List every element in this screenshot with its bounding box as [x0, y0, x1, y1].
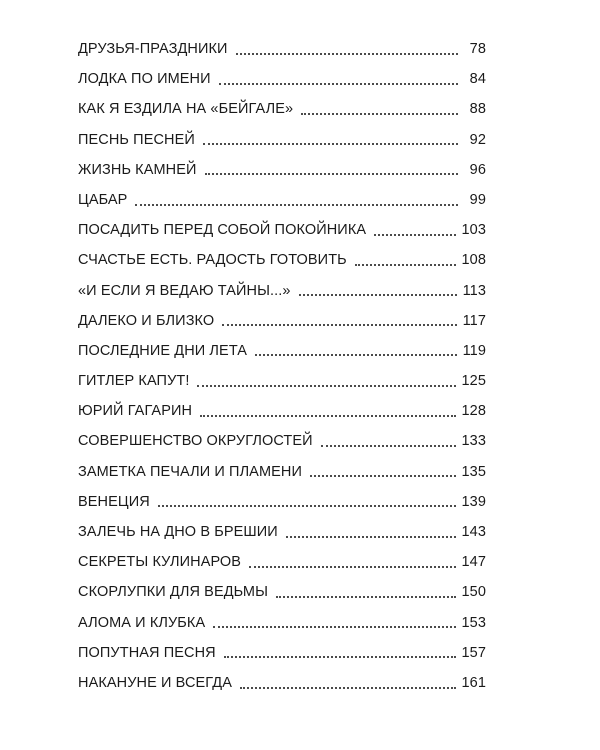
toc-entry — [78, 336, 486, 366]
dot-leader — [276, 595, 455, 598]
toc-entry-title: ГИТЛЕР КАПУТ! — [78, 373, 190, 390]
dot-leader — [355, 263, 456, 266]
toc-entry-page: 108 — [461, 252, 486, 269]
toc-entry — [78, 94, 486, 124]
toc-entry-page: 147 — [461, 554, 486, 571]
toc-entry-page: 157 — [461, 644, 486, 661]
toc-entry-title: ЛОДКА ПО ИМЕНИ — [78, 71, 211, 88]
toc-entry — [78, 668, 486, 698]
toc-entry — [78, 638, 486, 668]
toc-entry-title: АЛОМА И КЛУБКА — [78, 614, 206, 631]
toc-entry-page: 143 — [461, 524, 486, 540]
toc-entry-page: 78 — [469, 41, 486, 57]
dot-leader — [205, 172, 458, 175]
dot-leader — [310, 474, 456, 477]
toc-entry — [78, 155, 486, 185]
dot-leader — [299, 293, 457, 296]
toc-entry-title: ДАЛЕКО И БЛИЗКО — [78, 312, 215, 329]
toc-entry-page: 88 — [469, 101, 486, 118]
table-of-contents — [78, 34, 486, 698]
dot-leader — [255, 353, 457, 356]
toc-entry-page: 113 — [462, 282, 486, 299]
toc-entry-title: СКОРЛУПКИ ДЛЯ ВЕДЬМЫ — [78, 584, 269, 601]
toc-entry — [78, 276, 486, 306]
toc-entry-page: 150 — [461, 584, 486, 601]
dot-leader — [249, 565, 455, 568]
toc-entry-title: ДРУЗЬЯ-ПРАЗДНИКИ — [78, 41, 228, 57]
toc-entry-page: 139 — [461, 493, 486, 510]
toc-entry-title: ПЕСНЬ ПЕСНЕЙ — [78, 131, 195, 148]
dot-leader — [135, 203, 458, 206]
toc-entry-title: ЖИЗНЬ КАМНЕЙ — [78, 161, 197, 178]
toc-entry — [78, 487, 486, 517]
dot-leader — [374, 233, 455, 236]
toc-entry-page: 135 — [461, 463, 486, 480]
dot-leader — [286, 535, 456, 538]
toc-entry — [78, 185, 486, 215]
toc-entry-title: ВЕНЕЦИЯ — [78, 493, 150, 510]
toc-entry-title: ЮРИЙ ГАГАРИН — [78, 403, 193, 420]
dot-leader — [200, 414, 455, 417]
toc-entry-page: 125 — [461, 373, 486, 390]
toc-entry — [78, 245, 486, 275]
toc-entry-title: ЗАЛЕЧЬ НА ДНО В БРЕШИИ — [78, 524, 278, 540]
toc-entry — [78, 366, 486, 396]
dot-leader — [213, 625, 455, 628]
toc-entry — [78, 125, 486, 155]
toc-entry — [78, 547, 486, 577]
toc-entry-title: ЦАБАР — [78, 191, 128, 208]
toc-entry-page: 133 — [461, 433, 486, 450]
toc-entry — [78, 64, 486, 94]
toc-entry — [78, 608, 486, 638]
toc-entry-page: 99 — [469, 191, 486, 208]
dot-leader — [219, 82, 458, 85]
toc-entry — [78, 396, 486, 426]
dot-leader — [321, 444, 456, 447]
toc-entry — [78, 34, 486, 64]
toc-entry-page: 84 — [469, 71, 486, 88]
toc-entry-title: СОВЕРШЕНСТВО ОКРУГЛОСТЕЙ — [78, 433, 313, 450]
toc-entry-title: ПОПУТНАЯ ПЕСНЯ — [78, 644, 216, 661]
toc-entry-page: 96 — [469, 161, 486, 178]
toc-entry-title: ПОСЛЕДНИЕ ДНИ ЛЕТА — [78, 342, 248, 359]
dot-leader — [301, 112, 458, 115]
toc-entry-page: 153 — [461, 614, 486, 631]
toc-entry-title: ПОСАДИТЬ ПЕРЕД СОБОЙ ПОКОЙНИКА — [78, 222, 367, 239]
toc-entry-page: 161 — [461, 674, 486, 691]
dot-leader — [236, 52, 458, 55]
toc-entry-page: 119 — [462, 342, 486, 359]
toc-entry — [78, 577, 486, 607]
toc-entry — [78, 457, 486, 487]
toc-entry — [78, 426, 486, 456]
toc-entry-page: 103 — [461, 222, 486, 239]
dot-leader — [203, 142, 458, 145]
toc-entry-title: СЧАСТЬЕ ЕСТЬ. РАДОСТЬ ГОТОВИТЬ — [78, 252, 347, 269]
dot-leader — [222, 323, 456, 326]
toc-entry-page: 92 — [469, 131, 486, 148]
toc-entry-title: СЕКРЕТЫ КУЛИНАРОВ — [78, 554, 242, 571]
toc-entry-title: НАКАНУНЕ И ВСЕГДА — [78, 674, 232, 691]
toc-entry-title: КАК Я ЕЗДИЛА НА «БЕЙГАЛЕ» — [78, 101, 294, 118]
toc-entry — [78, 306, 486, 336]
dot-leader — [240, 686, 456, 689]
toc-entry — [78, 517, 486, 547]
dot-leader — [158, 504, 456, 507]
toc-entry-page: 117 — [462, 312, 486, 329]
toc-entry-title: ЗАМЕТКА ПЕЧАЛИ И ПЛАМЕНИ — [78, 463, 302, 480]
dot-leader — [197, 384, 455, 387]
toc-entry-page: 128 — [461, 403, 486, 420]
dot-leader — [224, 655, 456, 658]
toc-entry — [78, 215, 486, 245]
toc-entry-title: «И ЕСЛИ Я ВЕДАЮ ТАЙНЫ...» — [78, 282, 291, 299]
